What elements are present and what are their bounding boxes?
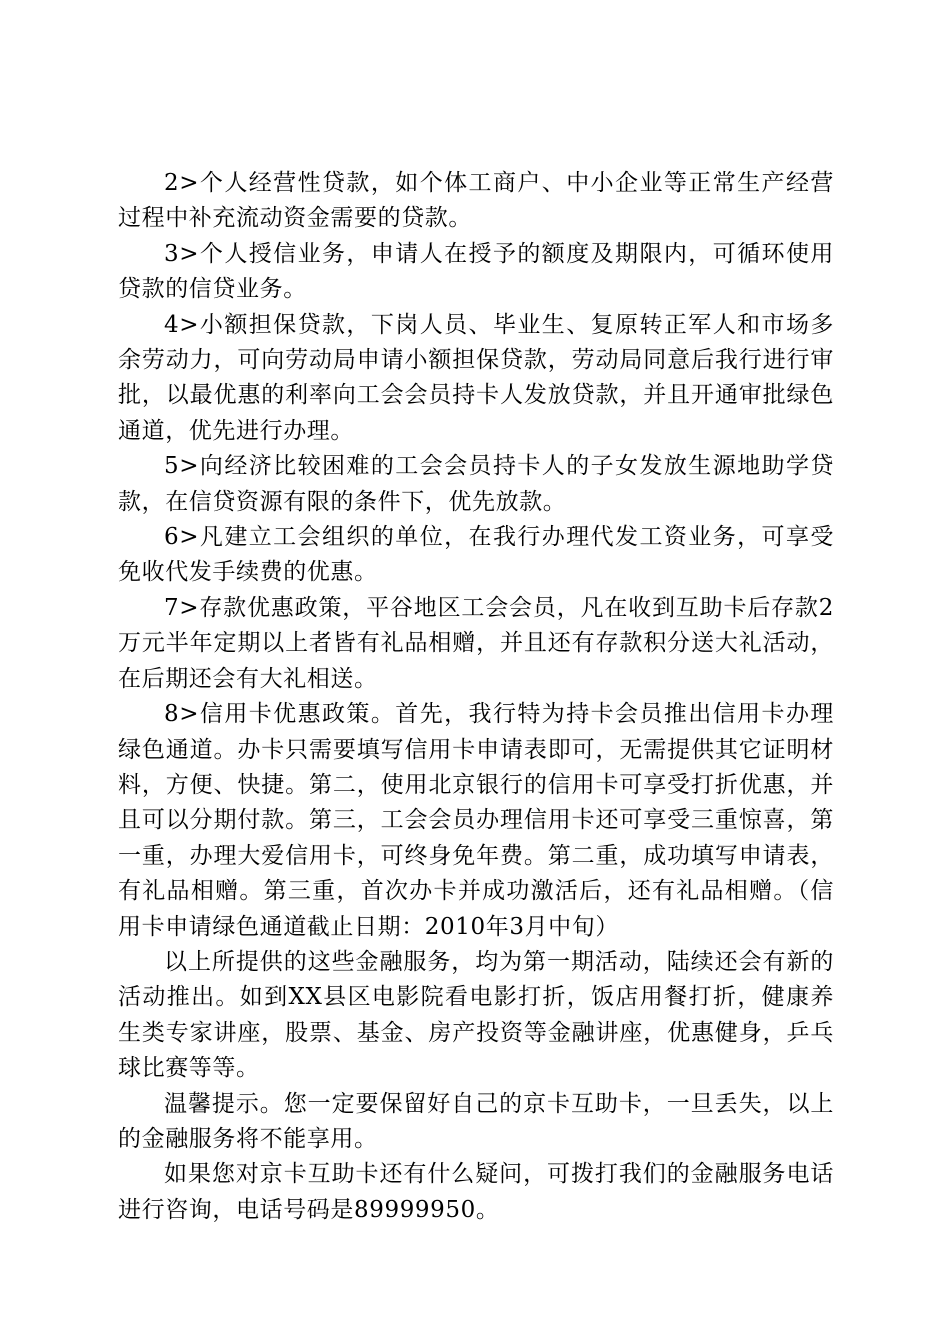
paragraph-warm-reminder: 温馨提示。您一定要保留好自己的京卡互助卡，一旦丢失，以上的金融服务将不能享用。	[118, 1090, 834, 1152]
document-body	[118, 166, 834, 1228]
paragraph-student-loan: 5>向经济比较困难的工会会员持卡人的子女发放生源地助学贷款，在信贷资源有限的条件下，优先放款。	[118, 453, 834, 515]
paragraph-payroll-service: 6>凡建立工会组织的单位，在我行办理代发工资业务，可享受免收代发手续费的优惠。	[118, 524, 834, 586]
paragraph-personal-credit: 3>个人授信业务，申请人在授予的额度及期限内，可循环使用贷款的信贷业务。	[118, 240, 834, 303]
paragraph-deposit-policy: 7>存款优惠政策，平谷地区工会会员，凡在收到互助卡后存款2万元半年定期以上者皆有礼品相赠，并且还有存款积分送大礼活动，在后期还会有大礼相送。	[118, 594, 834, 692]
paragraph-personal-business-loan: 2>个人经营性贷款，如个体工商户、中小企业等正常生产经营过程中补充流动资金需要的贷款。	[118, 170, 834, 232]
paragraph-first-phase-activities: 以上所提供的这些金融服务，均为第一期活动，陆续还会有新的活动推出。如到XX县区电影院看电影打折，饭店用餐打折，健康养生类专家讲座，股票、基金、房产投资等金融讲座，优惠健身，乒乓球比赛等等。	[118, 948, 834, 1082]
paragraph-small-guarantee-loan: 4>小额担保贷款，下岗人员、毕业生、复原转正军人和市场多余劳动力，可向劳动局申请小额担保贷款，劳动局同意后我行进行审批，以最优惠的利率向工会会员持卡人发放贷款，并且开通审批绿色通道，优先进行办理。	[118, 311, 834, 444]
paragraph-contact-phone: 如果您对京卡互助卡还有什么疑问，可拨打我们的金融服务电话进行咨询，电话号码是89999950。	[118, 1161, 834, 1223]
paragraph-credit-card-policy: 8>信用卡优惠政策。首先，我行特为持卡会员推出信用卡办理绿色通道。办卡只需要填写信用卡申请表即可，无需提供其它证明材料，方便、快捷。第二，使用北京银行的信用卡可享受打折优惠，并且可以分期付款。第三，工会会员办理信用卡还可享受三重惊喜，第一重，办理大爱信用卡，可终身免年费。第二重，成功填写申请表，有礼品相赠。第三重，首次办卡并成功激活后，还有礼品相赠。（信用卡申请绿色通道截止日期：2010年3月中旬）	[118, 701, 834, 940]
